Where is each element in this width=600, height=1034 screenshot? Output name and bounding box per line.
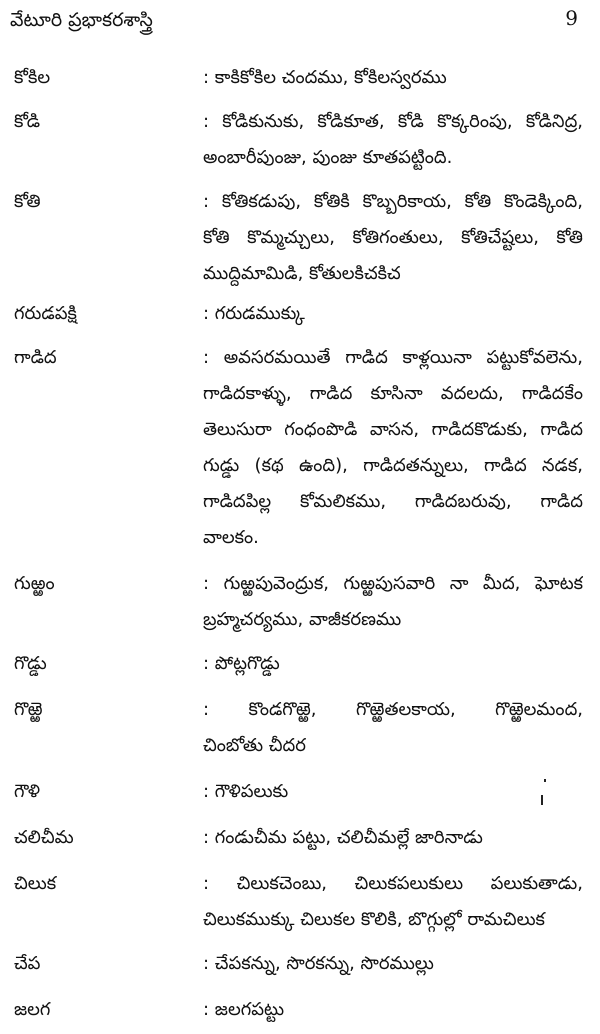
entry-definition xyxy=(203,340,583,556)
definition-line: : గౌళిపలుకు xyxy=(203,781,289,802)
scan-speck xyxy=(544,779,546,782)
running-header: వేటూరి ప్రభాకరశాస్త్రి xyxy=(10,9,153,31)
entry-definition xyxy=(203,946,583,982)
definition-line: : కోతికడుపు, కోతికి కొబ్బరికాయ, కోతి కొండెక్కింది, xyxy=(203,191,583,212)
scan-speck xyxy=(541,795,543,805)
definition-line: : గుఱ్ఱపువెంద్రుక, గుఱ్ఱపుసవారి నా మీద, ఘోటక xyxy=(203,573,583,594)
entry-term: గరుడపక్షి xyxy=(14,303,77,324)
definition-line: గుడ్డు (కథ ఉంది), గాడిదతన్నులు, గాడిద నడక, xyxy=(203,455,583,476)
entry-term: గౌళి xyxy=(14,781,40,802)
definition-line: : గండుచీమ పట్టు, చలిచీమల్లే జారినాడు xyxy=(203,827,483,848)
entry-term: చలిచీమ xyxy=(14,827,74,848)
definition-line: ముద్దిమామిడి, కోతులకిచకిచ xyxy=(203,263,401,284)
definition-line: : చిలుకచెంబు, చిలుకపలుకులు పలుకుతాడు, xyxy=(203,873,583,894)
entry-definition xyxy=(203,646,583,682)
definition-line: గాడిదపిల్ల కోమలికము, గాడిదబరువు, గాడిద xyxy=(203,491,583,512)
entry-definition xyxy=(203,866,583,938)
entry-term: గుఱ్ఱం xyxy=(14,573,55,594)
entry-definition xyxy=(203,60,583,96)
entry-definition xyxy=(203,104,583,176)
entry-definition xyxy=(203,184,583,292)
entry-definition xyxy=(203,992,583,1028)
definition-line: చిలుకముక్కు చిలుకల కొలికి, బొగ్గుల్లో రామచిలుక xyxy=(203,909,545,930)
entry-term: కోడి xyxy=(14,111,41,132)
definition-line: : పోట్లగొడ్డు xyxy=(203,653,280,674)
definition-line: : కోడికునుకు, కోడికూత, కోడి కొక్కరింపు, కోడినిద్ర, xyxy=(203,111,583,132)
entry-term: గొడ్డు xyxy=(14,653,47,674)
entry-term: కోకిల xyxy=(14,67,51,88)
definition-line: : అవసరమయితే గాడిద కాళ్లయినా పట్టుకోవలెను, xyxy=(203,347,583,368)
definition-line: చింబోతు చీదర xyxy=(203,735,306,756)
definition-line: : గరుడముక్కు xyxy=(203,303,305,324)
definition-line: గాడిదకాళ్ళు, గాడిద కూసినా వదలదు, గాడిదకేం xyxy=(203,383,583,404)
entry-term: చిలుక xyxy=(14,873,57,894)
entry-definition xyxy=(203,296,583,332)
entry-term: గొఱ్ఱె xyxy=(14,699,43,720)
definition-line: : కొండగొఱ్ఱె, గొఱ్ఱెతలకాయ, గొఱ్ఱెలమంద, xyxy=(203,699,583,720)
entry-term: కోతి xyxy=(14,191,41,212)
definition-line: అంబారీపుంజు, పుంజు కూతపట్టింది. xyxy=(203,147,453,168)
entry-term: జలగ xyxy=(14,999,51,1020)
definition-line: : కాకికోకిల చందము, కోకిలస్వరము xyxy=(203,67,447,88)
definition-line: కోతి కొమ్మచ్చులు, కోతిగంతులు, కోతిచేష్టలు, కోతి xyxy=(203,227,583,248)
definition-line: : జలగపట్టు xyxy=(203,999,285,1020)
definition-line: వాలకం. xyxy=(203,527,259,548)
page-number: 9 xyxy=(565,6,578,30)
entry-definition xyxy=(203,566,583,638)
definition-line: తెలుసురా గంధంపొడి వాసన, గాడిదకొడుకు, గాడిద xyxy=(203,419,583,440)
entry-definition xyxy=(203,774,583,810)
definition-line: బ్రహ్మచర్యము, వాజీకరణము xyxy=(203,609,402,630)
entry-term: చేప xyxy=(14,953,41,974)
entry-term: గాడిద xyxy=(14,347,57,368)
entry-definition xyxy=(203,820,583,856)
definition-line: : చేపకన్ను, సొరకన్ను, సొరముల్లు xyxy=(203,953,434,974)
entry-definition xyxy=(203,692,583,764)
